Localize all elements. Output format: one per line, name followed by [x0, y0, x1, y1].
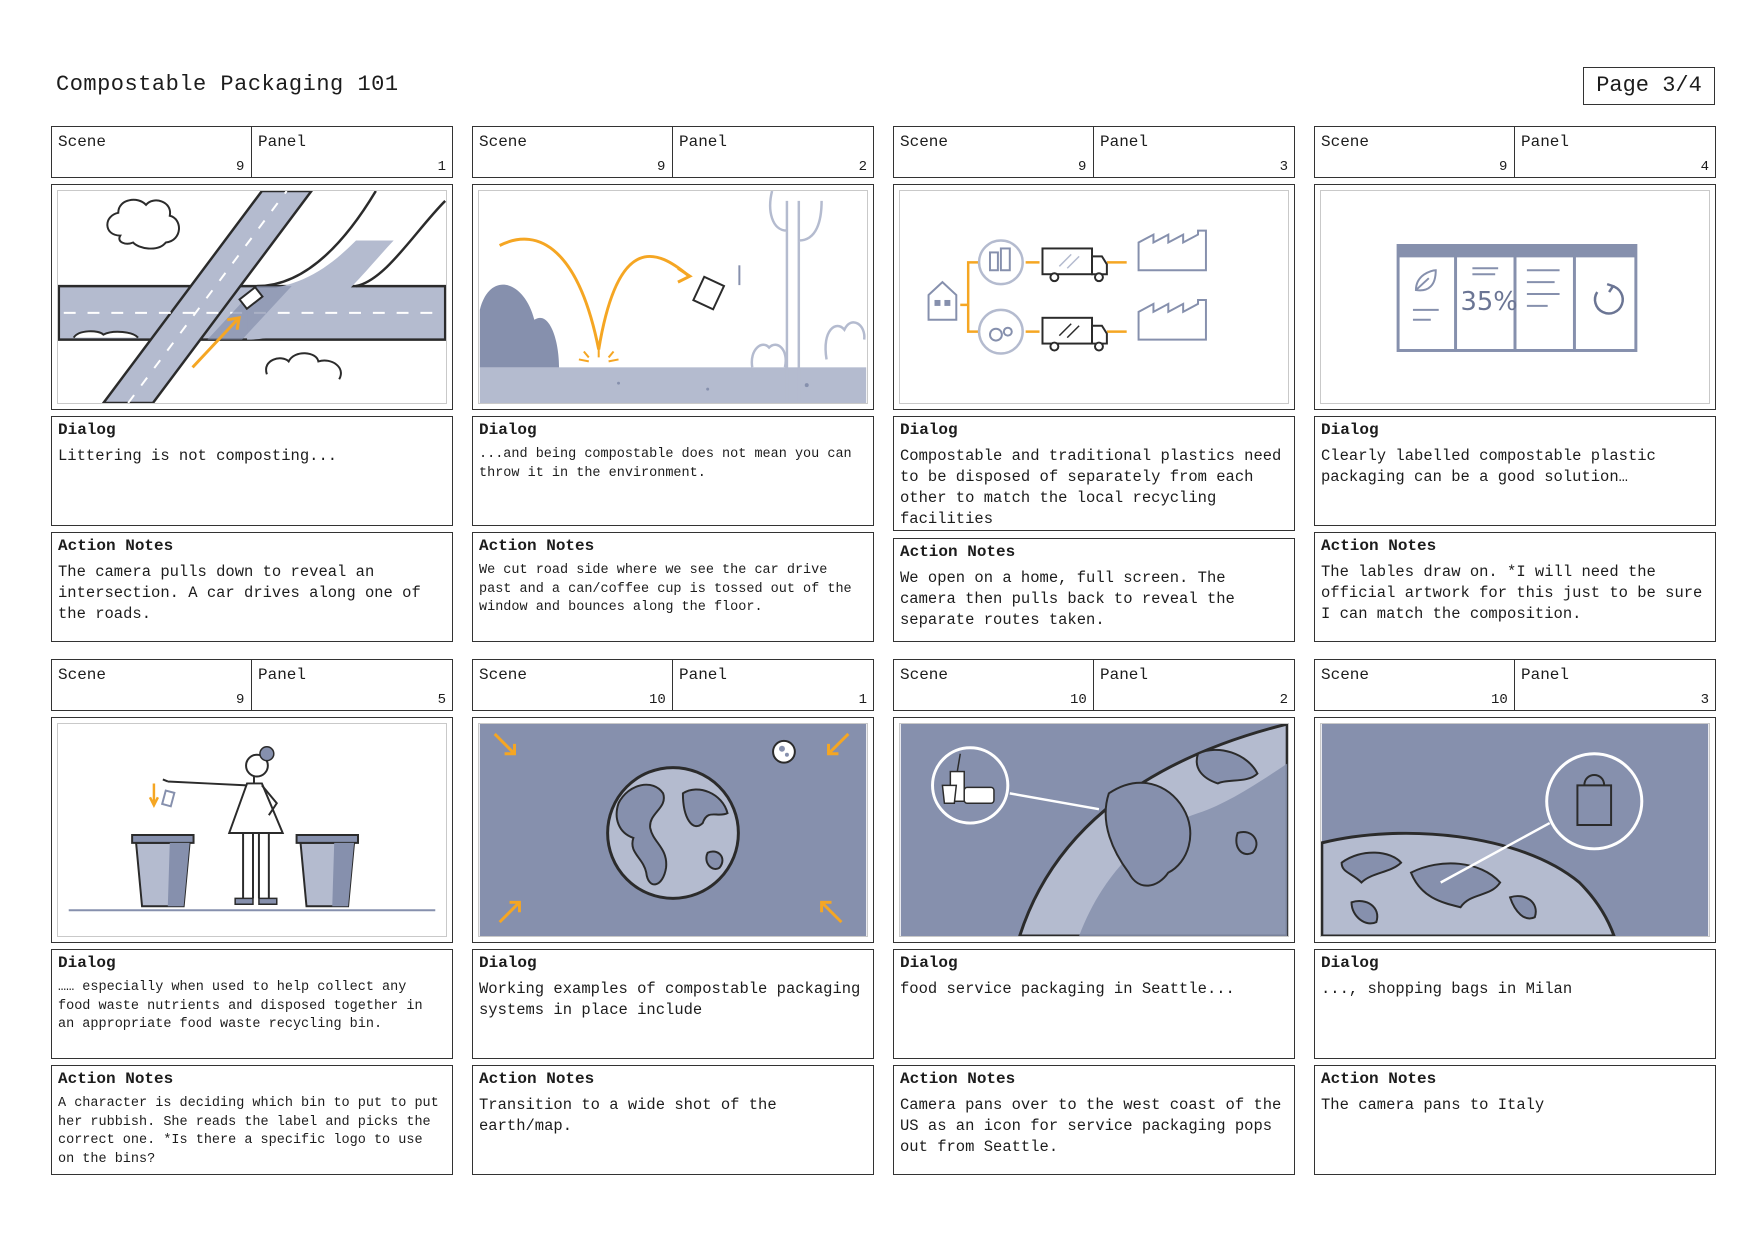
panel-header: [472, 126, 874, 178]
action-notes-box: [1314, 532, 1716, 642]
disposal-routes-illustration: [900, 191, 1288, 403]
panel-number: 4: [1700, 159, 1709, 175]
scene-number: 9: [236, 692, 245, 708]
panel-number: 2: [1279, 692, 1288, 708]
cup-bouncing-illustration: [479, 191, 867, 403]
scene-number: 10: [649, 692, 666, 708]
percentage-label: 35%: [1460, 286, 1518, 317]
action-notes-box: [893, 538, 1295, 642]
dialog-box: [472, 416, 874, 526]
dialog-heading: Dialog: [1321, 954, 1379, 972]
dialog-text: Littering is not composting...: [58, 447, 338, 465]
scene-number: 9: [1499, 159, 1508, 175]
scene-label: Scene: [479, 666, 528, 684]
road-intersection-illustration: [58, 191, 446, 403]
panel-frame: [1314, 717, 1716, 943]
panel-frame: [51, 717, 453, 943]
action-notes-box: [472, 1065, 874, 1175]
scene-number: 9: [1078, 159, 1087, 175]
action-notes-box: [1314, 1065, 1716, 1175]
action-notes-text: Camera pans over to the west coast of the US as an icon for service packaging pops out from Seattle.: [900, 1096, 1291, 1156]
dialog-heading: Dialog: [479, 421, 537, 439]
labelled-packaging-illustration: [1321, 191, 1709, 403]
panel-label: Panel: [258, 666, 307, 684]
panel-header: [472, 659, 874, 711]
action-notes-box: [51, 532, 453, 642]
dialog-heading: Dialog: [900, 421, 958, 439]
earth-wide-illustration: [479, 724, 867, 936]
panel-label: Panel: [1521, 133, 1570, 151]
scene-number: 10: [1070, 692, 1087, 708]
dialog-text: food service packaging in Seattle...: [900, 980, 1235, 998]
action-notes-heading: Action Notes: [1321, 537, 1437, 555]
scene-label: Scene: [1321, 666, 1370, 684]
panel-number: 1: [858, 692, 867, 708]
panel-frame: [893, 717, 1295, 943]
dialog-text: Working examples of compostable packaging systems in place include: [479, 980, 870, 1019]
dialog-text: Clearly labelled compostable plastic packaging can be a good solution…: [1321, 447, 1666, 486]
dialog-text: …… especially when used to help collect any food waste nutrients and disposed together in an appropriate food waste recycling bin.: [58, 980, 431, 1032]
panel-label: Panel: [258, 133, 307, 151]
dialog-heading: Dialog: [900, 954, 958, 972]
dialog-text: ..., shopping bags in Milan: [1321, 980, 1573, 998]
dialog-text: ...and being compostable does not mean you can throw it in the environment.: [479, 447, 860, 481]
dialog-box: [893, 949, 1295, 1059]
dialog-box: [51, 949, 453, 1059]
panel-header: [893, 126, 1295, 178]
scene-label: Scene: [900, 666, 949, 684]
dialog-heading: Dialog: [58, 421, 116, 439]
panel-header: [1314, 659, 1716, 711]
earth-milan-illustration: [1321, 724, 1709, 936]
dialog-box: [1314, 949, 1716, 1059]
dialog-box: [51, 416, 453, 526]
scene-number: 9: [236, 159, 245, 175]
panel-number: 3: [1700, 692, 1709, 708]
document-title: Compostable Packaging 101: [56, 72, 399, 97]
dialog-box: [893, 416, 1295, 531]
panel-number: 1: [437, 159, 446, 175]
panel-label: Panel: [1521, 666, 1570, 684]
character-bins-illustration: [58, 724, 446, 936]
scene-label: Scene: [58, 133, 107, 151]
earth-seattle-illustration: [900, 724, 1288, 936]
panel-frame: [472, 717, 874, 943]
panel-label: Panel: [1100, 666, 1149, 684]
dialog-heading: Dialog: [58, 954, 116, 972]
panel-header: [51, 659, 453, 711]
action-notes-text: We cut road side where we see the car drive past and a can/coffee cup is tossed out of the window and bounces along the floor.: [479, 563, 860, 615]
dialog-box: [1314, 416, 1716, 526]
dialog-text: Compostable and traditional plastics need to be disposed of separately from each other to match the local recycling facilities: [900, 447, 1291, 528]
action-notes-heading: Action Notes: [900, 1070, 1016, 1088]
panel-number: 2: [858, 159, 867, 175]
page-number-badge: Page 3/4: [1583, 67, 1715, 105]
action-notes-text: The lables draw on. *I will need the official artwork for this just to be sure I can match the composition.: [1321, 563, 1712, 623]
scene-number: 9: [657, 159, 666, 175]
action-notes-box: [51, 1065, 453, 1175]
action-notes-text: A character is deciding which bin to put to put her rubbish. She reads the label and picks the correct one. *Is there a specific logo to use on the bins?: [58, 1096, 447, 1167]
panel-label: Panel: [679, 666, 728, 684]
panel-label: Panel: [1100, 133, 1149, 151]
panel-header: [51, 126, 453, 178]
dialog-heading: Dialog: [1321, 421, 1379, 439]
action-notes-text: Transition to a wide shot of the earth/map.: [479, 1096, 786, 1135]
panel-number: 3: [1279, 159, 1288, 175]
action-notes-heading: Action Notes: [58, 1070, 174, 1088]
scene-label: Scene: [1321, 133, 1370, 151]
dialog-box: [472, 949, 874, 1059]
action-notes-text: The camera pans to Italy: [1321, 1096, 1545, 1114]
dialog-heading: Dialog: [479, 954, 537, 972]
action-notes-heading: Action Notes: [900, 543, 1016, 561]
panel-frame: [893, 184, 1295, 410]
action-notes-text: The camera pulls down to reveal an intersection. A car drives along one of the roads.: [58, 563, 431, 623]
panel-frame: [472, 184, 874, 410]
scene-label: Scene: [900, 133, 949, 151]
action-notes-box: [472, 532, 874, 642]
scene-number: 10: [1491, 692, 1508, 708]
action-notes-heading: Action Notes: [479, 1070, 595, 1088]
action-notes-heading: Action Notes: [479, 537, 595, 555]
panel-header: [1314, 126, 1716, 178]
action-notes-box: [893, 1065, 1295, 1175]
action-notes-text: We open on a home, full screen. The camera then pulls back to reveal the separate routes taken.: [900, 569, 1245, 629]
action-notes-heading: Action Notes: [58, 537, 174, 555]
scene-label: Scene: [58, 666, 107, 684]
panel-label: Panel: [679, 133, 728, 151]
panel-frame: [1314, 184, 1716, 410]
scene-label: Scene: [479, 133, 528, 151]
panel-header: [893, 659, 1295, 711]
panel-frame: [51, 184, 453, 410]
action-notes-heading: Action Notes: [1321, 1070, 1437, 1088]
panel-number: 5: [437, 692, 446, 708]
